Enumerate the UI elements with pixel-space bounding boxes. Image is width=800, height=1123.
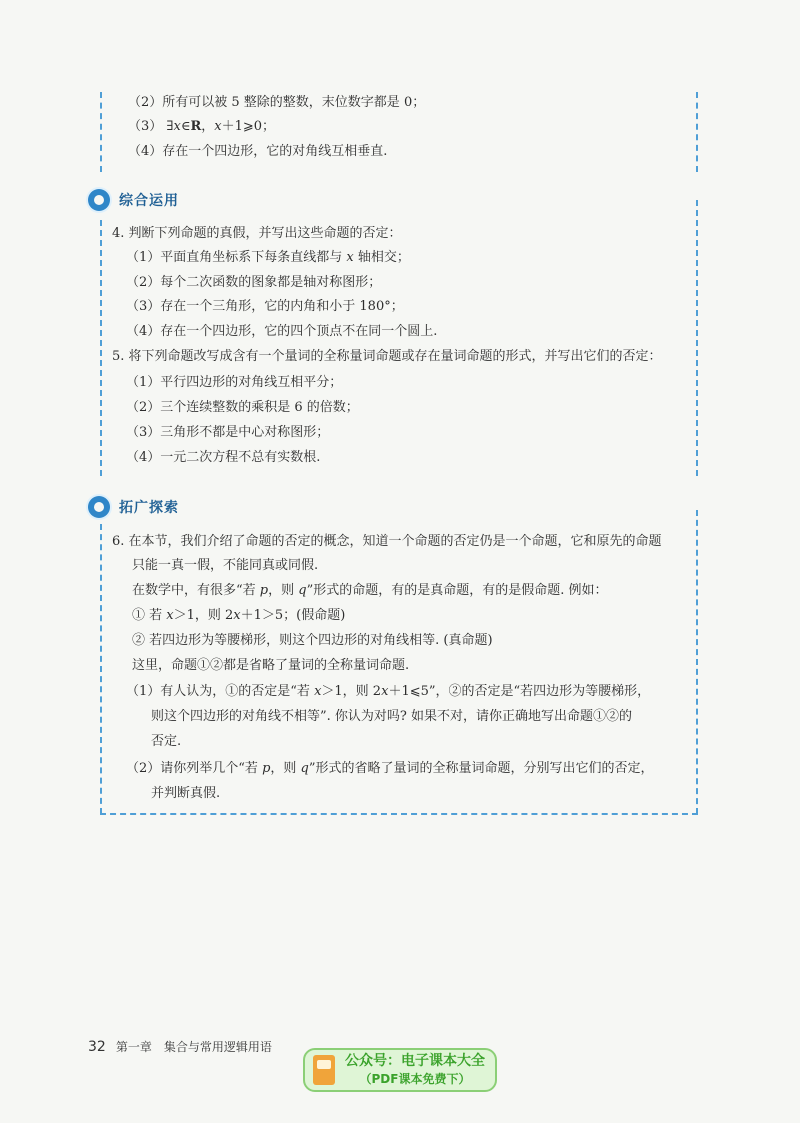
frame-right-mid [696,200,698,476]
question-5-item-2: （2）三个连续整数的乘积是 6 的倍数； [126,400,359,415]
page-footer [88,1038,272,1055]
question-4-item-2: （2）每个二次函数的图象都是轴对称图形； [126,275,382,290]
section-title: 拓广探索 [119,500,179,516]
question-6-sub-1-line-3: 否定. [151,734,182,749]
page-number: 32 [88,1038,106,1055]
exercise-3: （3） ∃x∈R，x＋1⩾0； [128,119,276,134]
question-5-item-1: （1）平行四边形的对角线互相平分； [126,375,343,390]
book-icon [313,1055,335,1085]
frame-bottom-edge [100,813,698,815]
section-heading-explore [88,494,179,520]
section-badge-icon [88,189,110,211]
question-6-line-3: 在数学中，有很多“若 p，则 q”形式的命题，有的是真命题，有的是假命题. 例如： [132,583,608,598]
chapter-title: 第一章 集合与常用逻辑用语 [115,1040,272,1054]
watermark-line-1: 公众号：电子课本大全 [345,1053,485,1069]
question-6-sub-1-line-1: （1）有人认为，①的否定是“若 x＞1，则 2x＋1⩽5”，②的否定是“若四边形为等腰梯形， [126,684,651,699]
frame-left-bottom [100,524,102,814]
frame-left-top [100,92,102,172]
watermark-line-2: （PDF课本免费下） [359,1072,471,1086]
question-6-example-1: ① 若 x＞1，则 2x＋1＞5；(假命题) [132,608,346,623]
question-5-item-4: （4）一元二次方程不总有实数根. [126,450,321,465]
section-heading-comprehensive [88,187,179,213]
question-5-stem: 5. 将下列命题改写成含有一个量词的全称量词命题或存在量词命题的形式，并写出它们的否定： [112,349,662,364]
question-4-item-4: （4）存在一个四边形，它的四个顶点不在同一个圆上. [126,324,438,339]
exercise-4: （4）存在一个四边形，它的对角线互相垂直. [128,144,388,159]
exercise-2: （2）所有可以被 5 整除的整数，末位数字都是 0； [128,95,426,110]
question-6-line-4: 这里，命题①②都是省略了量词的全称量词命题. [132,658,410,673]
question-4-stem: 4. 判断下列命题的真假，并写出这些命题的否定： [112,226,402,241]
question-6-sub-2-line-1: （2）请你列举几个“若 p，则 q”形式的省略了量词的全称量词命题，分别写出它们的否定， [126,761,654,776]
question-6-sub-2-line-2: 并判断真假. [151,786,221,801]
watermark-badge [303,1048,497,1092]
question-4-item-1: （1）平面直角坐标系下每条直线都与 x 轴相交； [126,250,410,265]
frame-right-top [696,92,698,172]
question-6-line-1: 6. 在本节，我们介绍了命题的否定的概念，知道一个命题的否定仍是一个命题，它和原先的命题 [112,534,662,549]
frame-right-bottom [696,510,698,814]
question-4-item-3: （3）存在一个三角形，它的内角和小于 180°； [126,299,404,314]
question-6-example-2: ② 若四边形为等腰梯形，则这个四边形的对角线相等. (真命题) [132,633,493,648]
frame-left-mid [100,220,102,476]
question-6-sub-1-line-2: 则这个四边形的对角线不相等”. 你认为对吗? 如果不对，请你正确地写出命题①②的 [151,709,633,724]
question-6-line-2: 只能一真一假，不能同真或同假. [132,558,319,573]
section-title: 综合运用 [119,193,179,209]
section-badge-icon [88,496,110,518]
question-5-item-3: （3）三角形不都是中心对称图形； [126,425,330,440]
